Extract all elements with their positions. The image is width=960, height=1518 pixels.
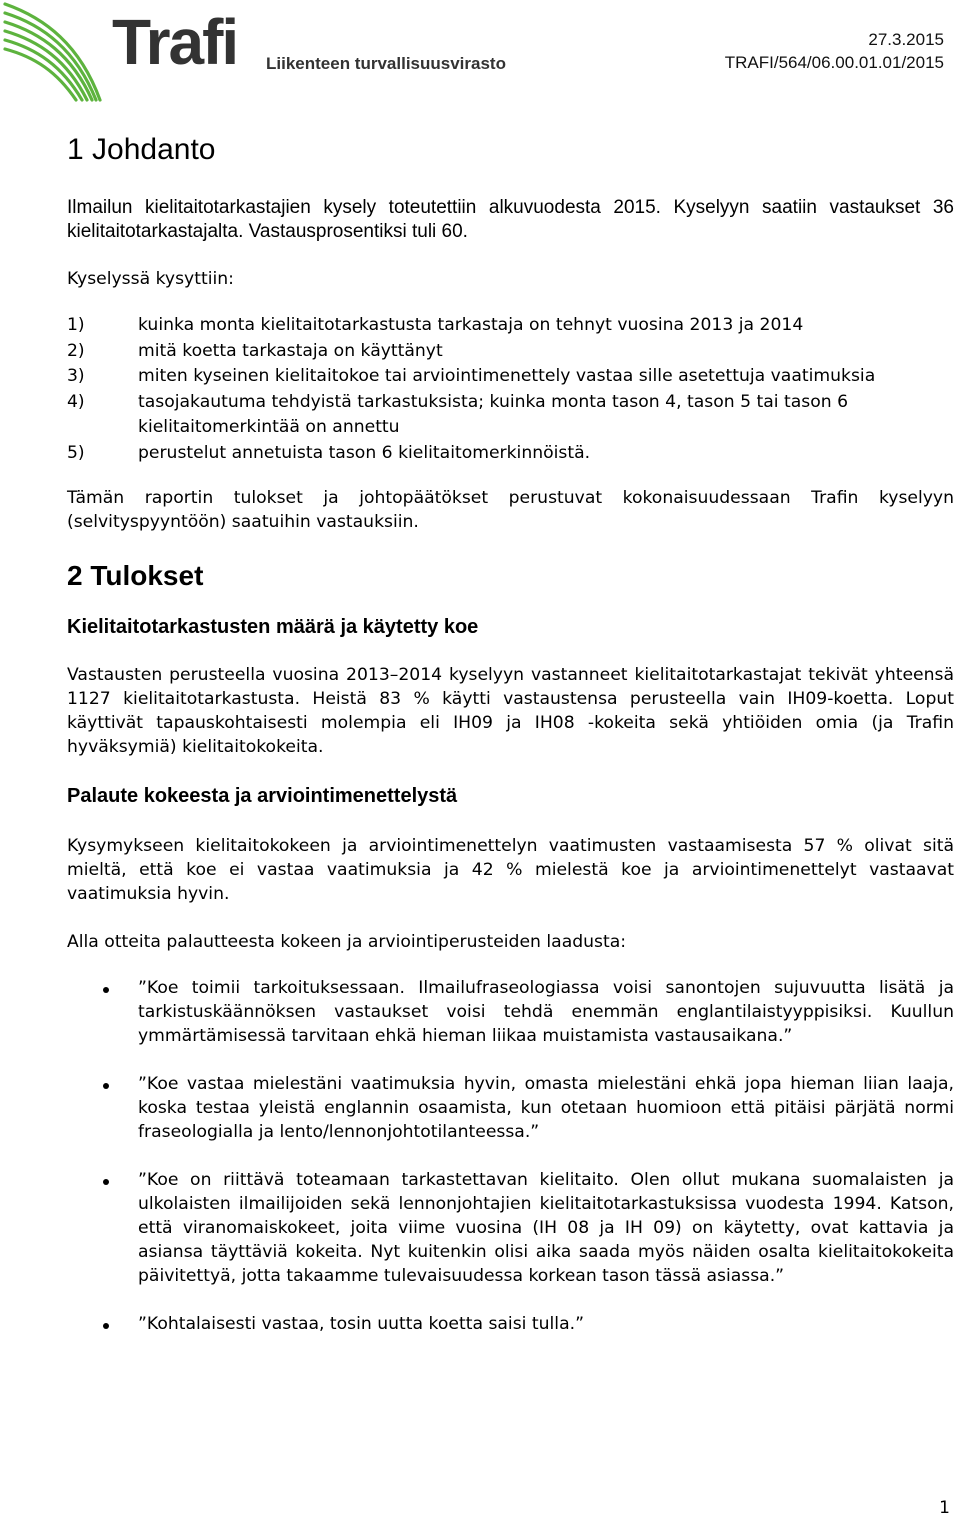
document-reference: TRAFI/564/06.00.01.01/2015: [724, 53, 944, 72]
list-item: 3) miten kyseinen kielitaitokoe tai arviointimenettely vastaa sille asetettuja vaatimuksia: [67, 366, 876, 386]
list-item: ”Koe vastaa mielestäni vaatimuksia hyvin, omasta mielestäni ehkä jopa hieman liian laaja, koska testaa yleistä englannin osaamista, kun otetaan huomioon että pitäisi pärjätä normi fraseologialla ja lento/lennonjohtotilanteessa.”: [67, 1072, 954, 1144]
list-item: ”Kohtalaisesti vastaa, tosin uutta koetta saisi tulla.”: [67, 1312, 954, 1336]
count-paragraph: Vastausten perusteella vuosina 2013–2014 kyselyyn vastanneet kielitaitotarkastajat tekivät yhteensä 1127 kielitaitotarkastusta. Heistä 83 % käytti vastaustensa perusteella vain IH09-koetta. Loput käyttivät tapauskohtaisesti molempia eli IH09 ja IH08 -kokeita sekä yhtiöiden omia (ja Trafin hyväksymiä) kielitaitokokeita.: [67, 665, 954, 757]
document-meta: [725, 28, 944, 74]
logo-wordmark: Trafi: [112, 6, 238, 78]
section-2-title: 2 Tulokset: [67, 560, 204, 591]
list-item: 1) kuinka monta kielitaitotarkastusta tarkastaja on tehnyt vuosina 2013 ja 2014: [67, 315, 804, 335]
trafi-logo: [0, 0, 520, 110]
document-body: [67, 130, 954, 1336]
questions-list: [67, 313, 954, 466]
conclusion-paragraph: Tämän raportin tulokset ja johtopäätökset perustuvat kokonaisuudessaan Trafin kyselyyn (selvityspyyntöön) saatuihin vastauksiin.: [67, 488, 954, 532]
section-1-title: 1 Johdanto: [67, 133, 216, 166]
list-item: ”Koe toimii tarkoituksessaan. Ilmailufraseologiassa voisi sanontojen sujuvuutta lisätä ja tarkistuskäännöksen vastaukset voisi tehdä enemmän englantilaistyyppisiksi. Kuullun ymmärtämisessä tarvitaan ehkä hieman liikaa muistamista vastausaikana.”: [67, 976, 954, 1048]
feedback-paragraph: Kysymykseen kielitaitokokeen ja arviointimenettelyn vaatimusten vastaamisesta 57 % olivat sitä mieltä, että koe ei vastaa vaatimuksia ja 42 % mielestä koe ja arviointimenettelyt vastaavat vaatimuksia hyvin.: [67, 836, 954, 904]
logo-subtitle: Liikenteen turvallisuusvirasto: [266, 54, 506, 73]
bullet-icon: [103, 987, 109, 993]
quotes-list: [67, 976, 954, 1336]
bullet-icon: [103, 1179, 109, 1185]
bullet-icon: [103, 1083, 109, 1089]
subsection-feedback-title: Palaute kokeesta ja arviointimenettelystä: [67, 785, 458, 807]
list-item: 5) perustelut annetuista tason 6 kielitaitomerkinnöistä.: [67, 442, 591, 463]
subsection-count-title: Kielitaitotarkastusten määrä ja käytetty koe: [67, 616, 479, 638]
list-item: 4) tasojakautuma tehdyistä tarkastuksista; kuinka monta tason 4, tason 5 tai tason 6 kielitaitomerkintää on annettu: [67, 391, 849, 437]
trafi-swoosh-icon: [0, 0, 110, 105]
list-item: 2) mitä koetta tarkastaja on käyttänyt: [67, 340, 443, 361]
document-date: 27.3.2015: [868, 30, 944, 49]
page-number: 1: [939, 1498, 950, 1518]
list-item: ”Koe on riittävä toteamaan tarkastettavan kielitaito. Olen ollut mukana suomalaisten ja ulkolaisten ilmailijoiden sekä lennonjohtajien kielitaitotarkastuksissa vuodesta 1994. Katson, että viranomaiskokeet, joita viime vuosina (IH 08 ja IH 09) on käytetty, ovat kattavia ja asiansa täyttäviä kokeita. Nyt kuitenkin olisi aika saada myös näiden osalta kielitaitokokeita päivitettyä, jotta takaamme tulevaisuudessa korkean tason tässä asiassa.”: [67, 1168, 954, 1288]
intro-paragraph: Ilmailun kielitaitotarkastajien kysely toteutettiin alkuvuodesta 2015. Kyselyyn saatiin vastaukset 36 kielitaitotarkastajalta. Vastausprosentiksi tuli 60.: [67, 197, 954, 242]
quotes-lead: Alla otteita palautteesta kokeen ja arviointiperusteiden laadusta:: [67, 932, 627, 952]
questions-lead: Kyselyssä kysyttiin:: [67, 269, 234, 289]
bullet-icon: [103, 1323, 109, 1329]
